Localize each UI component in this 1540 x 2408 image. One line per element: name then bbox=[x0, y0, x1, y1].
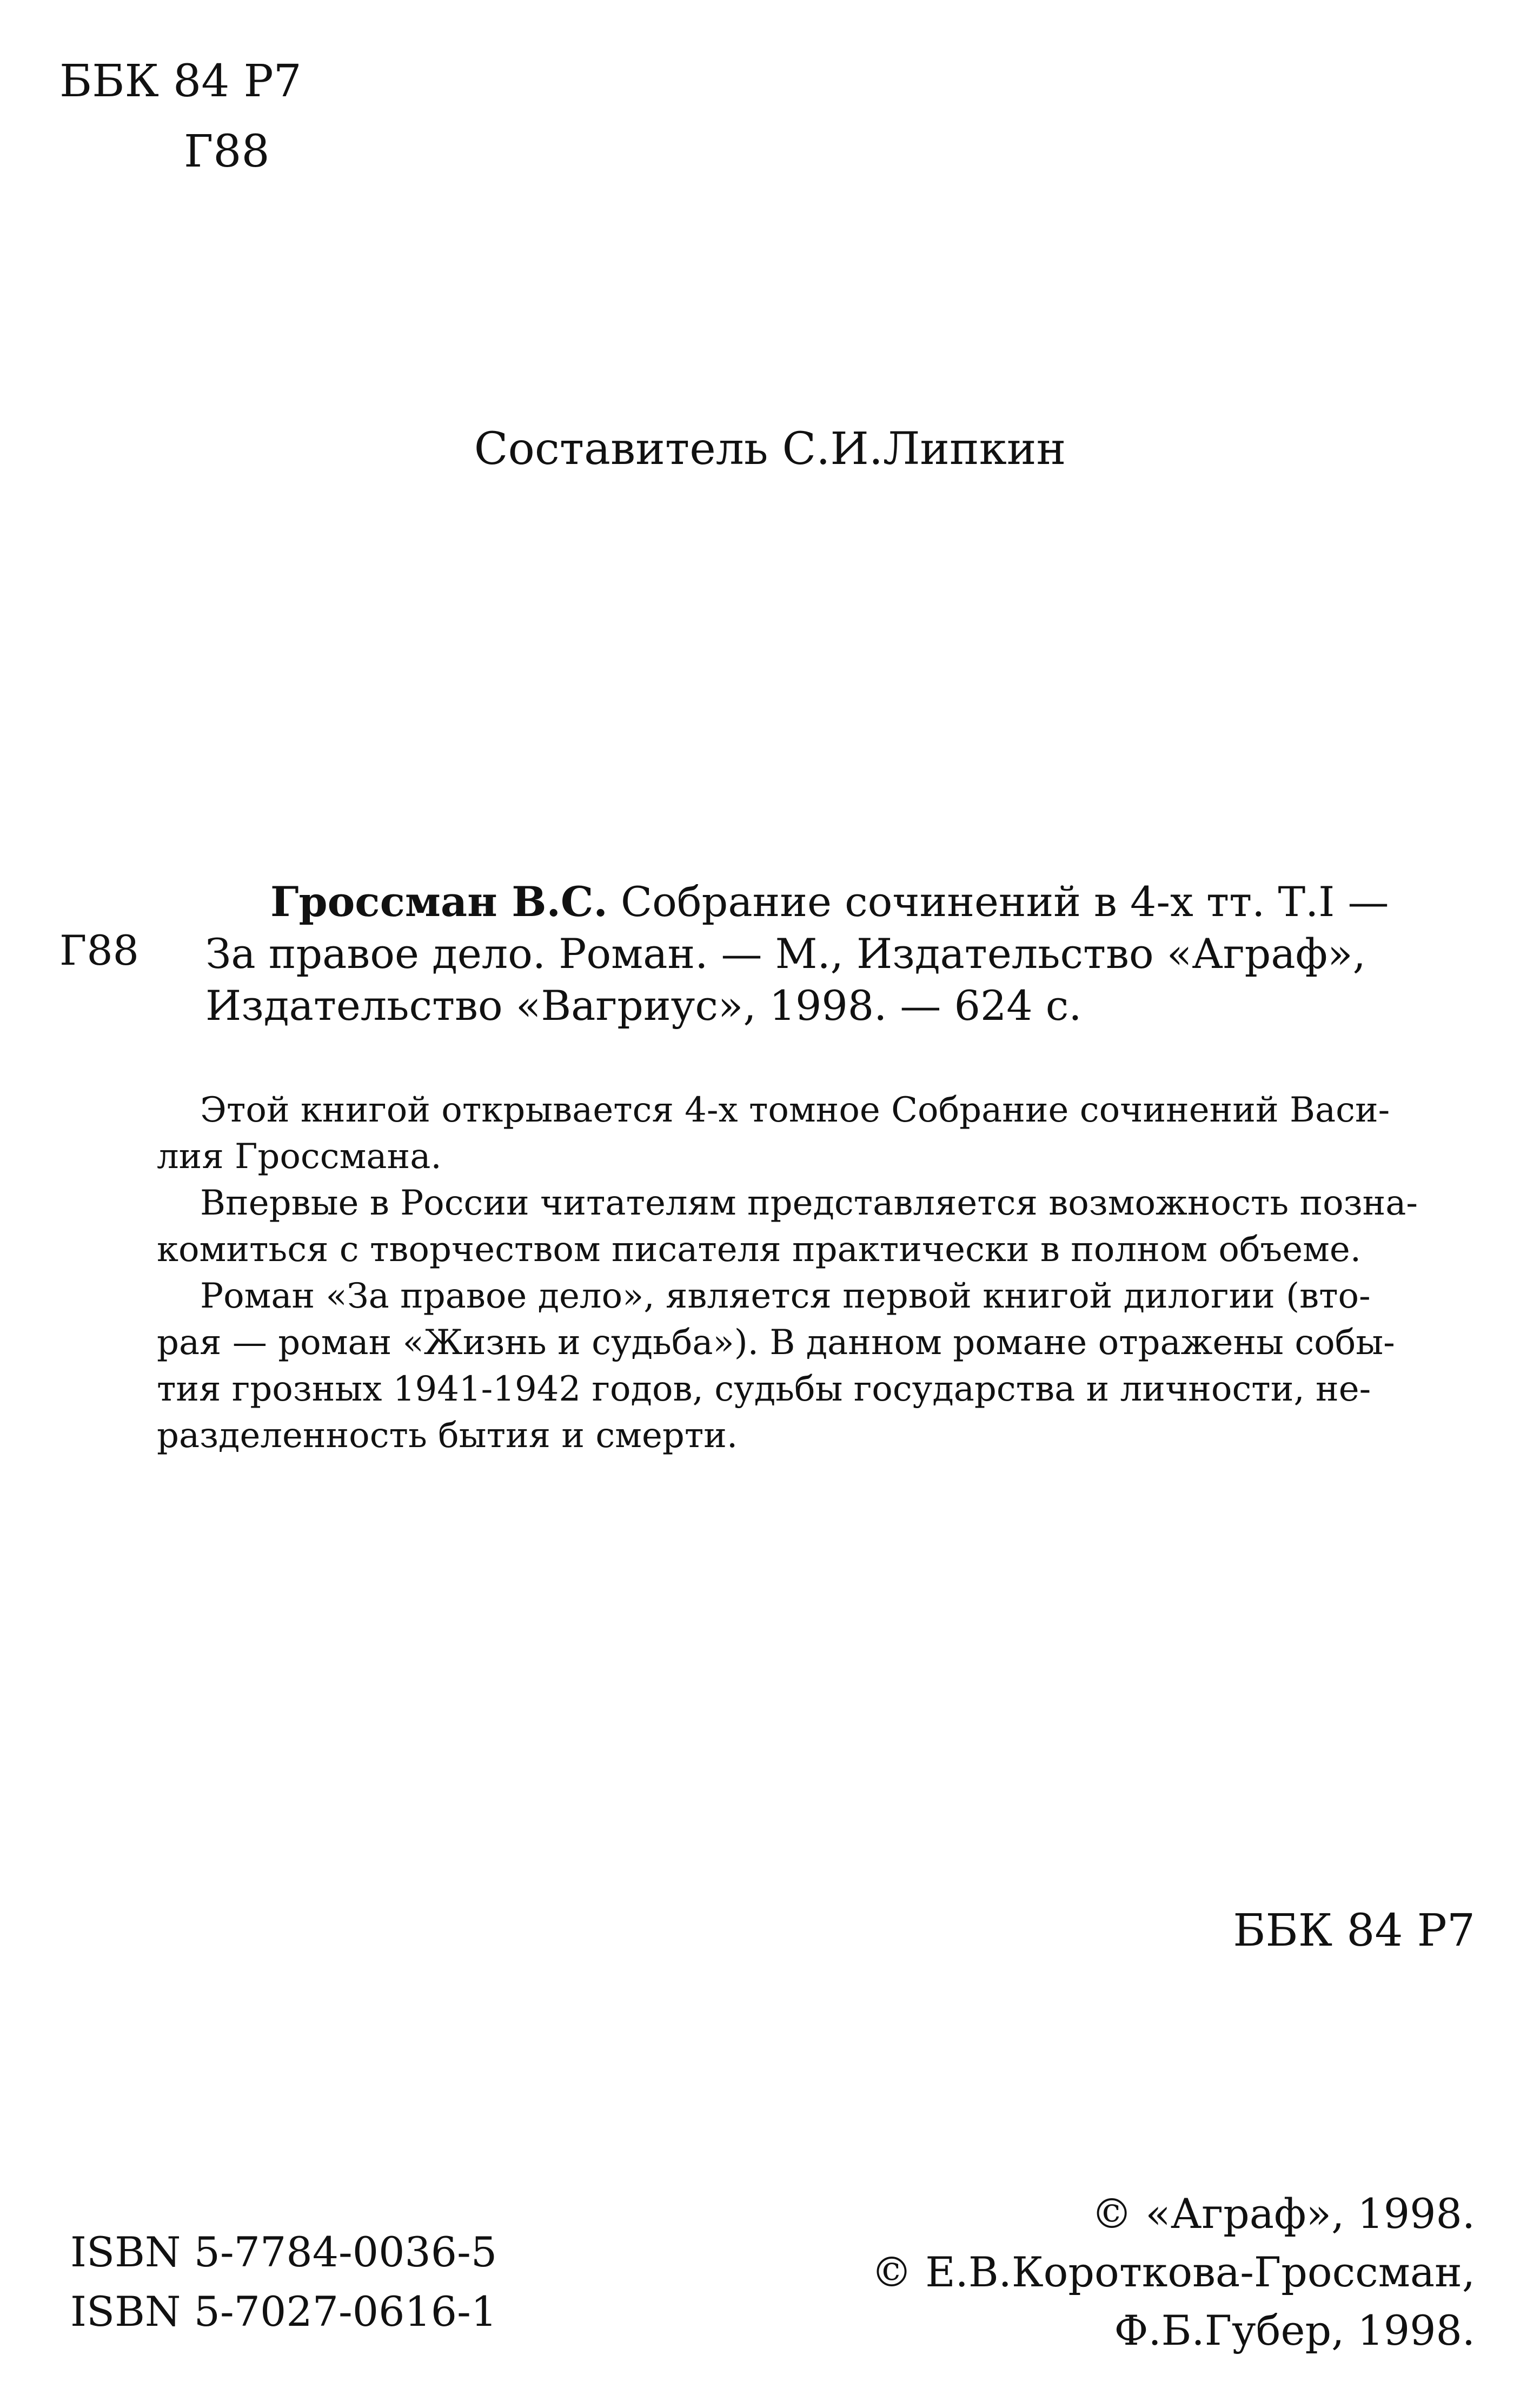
annotation-line: лия Гроссмана. bbox=[157, 1137, 442, 1177]
isbn-line: ISBN 5-7784-0036-5 bbox=[70, 2228, 497, 2276]
copyright-line: © Е.В.Короткова-Гроссман, bbox=[871, 2248, 1475, 2296]
author-mark-margin: Г88 bbox=[59, 926, 140, 974]
copyright-block bbox=[871, 2185, 1475, 2360]
annotation-line: Этой книгой открывается 4-х томное Собрание сочинений Васи- bbox=[200, 1090, 1390, 1130]
bibliographic-record bbox=[205, 876, 1482, 1032]
biblio-line-2: За правое дело. Роман. — М., Издательство «Аграф», bbox=[205, 930, 1366, 978]
annotation-line: разделенность бытия и смерти. bbox=[157, 1416, 738, 1456]
isbn-line: ISBN 5-7027-0616-1 bbox=[70, 2287, 497, 2336]
annotation bbox=[157, 1087, 1487, 1459]
biblio-title: Собрание сочинений в 4-х тт. Т.I — bbox=[607, 878, 1389, 926]
copyright-line: Ф.Б.Губер, 1998. bbox=[1114, 2306, 1475, 2354]
biblio-author: Гроссман В.С. bbox=[270, 878, 608, 926]
annotation-line: Впервые в России читателям представляется возможность позна- bbox=[200, 1183, 1418, 1223]
bbk-classification-bottom: ББК 84 Р7 bbox=[1233, 1905, 1475, 1956]
compiler-line: Составитель С.И.Липкин bbox=[474, 423, 1066, 475]
annotation-line: комиться с творчеством писателя практически в полном объеме. bbox=[157, 1230, 1362, 1270]
annotation-paragraph bbox=[157, 1273, 1487, 1459]
biblio-line-3: Издательство «Вагриус», 1998. — 624 с. bbox=[205, 981, 1082, 1030]
copyright-line: © «Аграф», 1998. bbox=[1091, 2190, 1475, 2238]
biblio-line-1 bbox=[205, 876, 1482, 928]
annotation-line: тия грозных 1941-1942 годов, судьбы государства и личности, не- bbox=[157, 1369, 1371, 1409]
annotation-line: рая — роман «Жизнь и судьба»). В данном романе отражены собы- bbox=[157, 1323, 1395, 1363]
isbn-block bbox=[70, 2223, 497, 2341]
author-mark-top: Г88 bbox=[184, 126, 270, 177]
annotation-line: Роман «За правое дело», является первой книгой дилогии (вто- bbox=[200, 1276, 1371, 1316]
annotation-paragraph bbox=[157, 1180, 1487, 1273]
annotation-paragraph bbox=[157, 1087, 1487, 1180]
bbk-classification-top: ББК 84 Р7 bbox=[59, 56, 302, 107]
